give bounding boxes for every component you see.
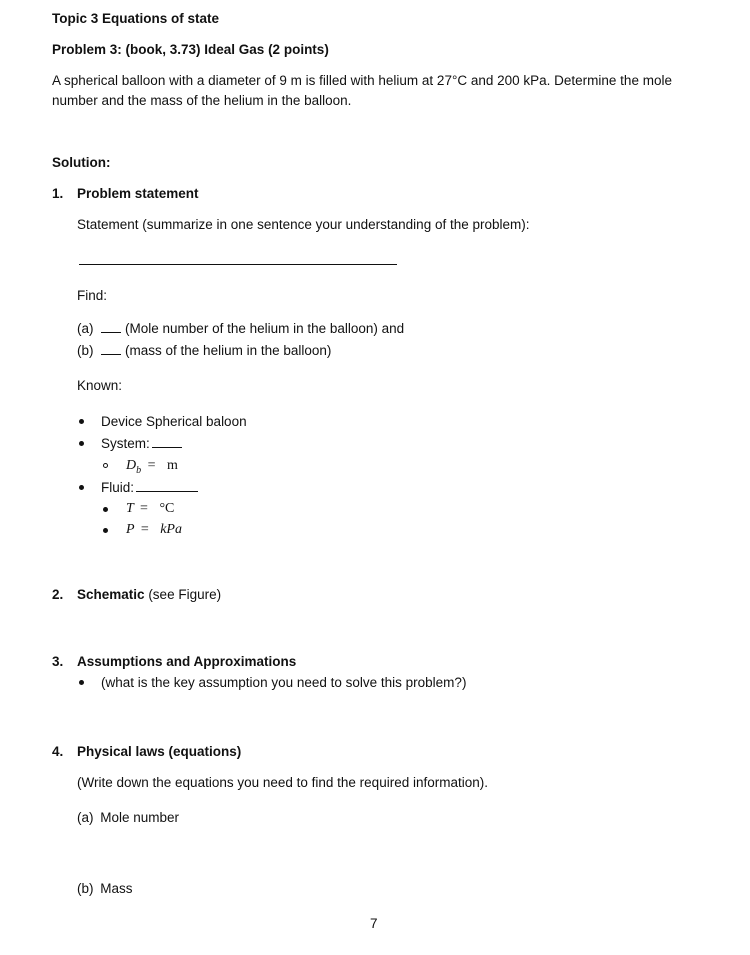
known-fluid-label: Fluid: xyxy=(101,480,135,495)
section-1-title: Problem statement xyxy=(77,186,199,201)
find-label: Find: xyxy=(77,288,108,303)
bullet-icon xyxy=(79,441,84,446)
section-2-number: 2. xyxy=(52,587,64,602)
bullet-icon xyxy=(79,485,84,490)
find-item-a xyxy=(77,321,404,338)
known-label: Known: xyxy=(77,378,123,393)
section-4-title: Physical laws (equations) xyxy=(77,744,242,759)
part-b xyxy=(77,881,133,898)
section-2-note: (see Figure) xyxy=(148,587,222,602)
section-3-number: 3. xyxy=(52,654,64,669)
problem-text: A spherical balloon with a diameter of 9 m is filled with helium at 27°C and 200 kPa. Determine the mole number and the mass of the helium in the balloon. xyxy=(52,73,672,108)
pressure-symbol: P xyxy=(126,522,135,537)
part-a-text: Mole number xyxy=(100,810,180,825)
system-blank xyxy=(152,437,182,448)
known-temperature xyxy=(126,500,174,518)
section-3-title: Assumptions and Approximations xyxy=(77,654,297,669)
section-2-title: Schematic xyxy=(77,587,145,602)
fluid-blank xyxy=(136,481,198,492)
temperature-symbol: T xyxy=(126,501,134,516)
page-number: 7 xyxy=(370,916,378,931)
diameter-unit: m xyxy=(167,458,178,473)
bullet-icon xyxy=(79,419,84,424)
section-4-number: 4. xyxy=(52,744,64,759)
topic-heading: Topic 3 Equations of state xyxy=(52,11,220,26)
equations-prompt: (Write down the equations you need to find the required information). xyxy=(77,775,488,790)
find-item-b xyxy=(77,343,331,360)
section-1-number: 1. xyxy=(52,186,64,201)
pressure-unit: kPa xyxy=(160,522,182,537)
find-item-tag: (a) xyxy=(77,321,94,336)
known-device: Device Spherical baloon xyxy=(101,414,247,429)
circle-bullet-icon xyxy=(103,463,108,468)
statement-answer-line xyxy=(79,264,397,265)
temperature-unit: °C xyxy=(159,501,175,516)
known-system xyxy=(101,436,182,453)
find-item-text: (mass of the helium in the balloon) xyxy=(125,343,332,358)
part-a-tag: (a) xyxy=(77,810,94,825)
temperature-equals: = xyxy=(140,501,148,516)
solution-heading: Solution: xyxy=(52,155,111,170)
part-b-text: Mass xyxy=(100,881,133,896)
problem-title: Problem 3: (book, 3.73) Ideal Gas (2 points) xyxy=(52,42,329,57)
known-fluid xyxy=(101,480,198,497)
pressure-equals: = xyxy=(140,522,149,537)
find-blank xyxy=(101,344,121,355)
known-system-label: System: xyxy=(101,436,150,451)
bullet-icon xyxy=(79,680,84,685)
find-item-text: (Mole number of the helium in the balloon) and xyxy=(125,321,405,336)
section-2-heading xyxy=(77,587,221,604)
diameter-equals: = xyxy=(147,458,156,473)
known-diameter xyxy=(126,457,178,477)
assumption-prompt: (what is the key assumption you need to solve this problem?) xyxy=(101,675,467,690)
diameter-symbol: D xyxy=(126,458,137,473)
part-b-tag: (b) xyxy=(77,881,94,896)
find-blank xyxy=(101,322,121,333)
find-item-tag: (b) xyxy=(77,343,94,358)
diameter-subscript: b xyxy=(136,464,142,476)
bullet-icon xyxy=(103,528,108,533)
bullet-icon xyxy=(103,507,108,512)
part-a xyxy=(77,810,179,827)
known-pressure xyxy=(126,521,182,539)
statement-prompt: Statement (summarize in one sentence your understanding of the problem): xyxy=(77,217,530,232)
